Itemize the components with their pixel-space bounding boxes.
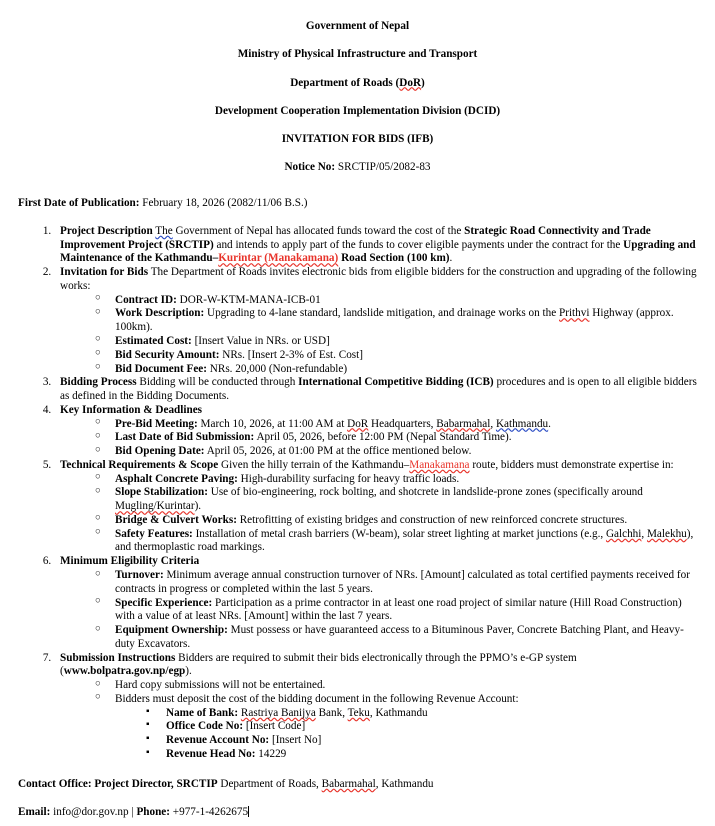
estimated-cost-label: Estimated Cost:: [115, 334, 192, 347]
malekhu-misspelling: Malekhu: [646, 527, 687, 540]
equipment-value: Must possess or have guaranteed access to a Bituminous Paver, Concrete Batching Plant, and Heavy-duty Excavators.: [115, 624, 684, 650]
item2-sublist: [60, 294, 697, 377]
asphalt-label: Asphalt Concrete Paving:: [115, 472, 238, 485]
asphalt-value: High-durability surfacing for heavy traffic loads.: [240, 472, 460, 485]
bid-opening-label: Bid Opening Date:: [115, 445, 205, 458]
sub-item-bridge-culvert: [95, 514, 697, 528]
specific-experience-label: Specific Experience:: [115, 596, 213, 609]
list-item-invitation-for-bids: [54, 266, 697, 376]
dept-prefix: Department of Roads (: [290, 76, 400, 89]
heading-government: Government of Nepal: [305, 20, 410, 32]
bank-name-label: Name of Bank:: [166, 706, 239, 719]
babarmahal-misspelling: Babarmahal: [436, 417, 491, 430]
publication-value: February 18, 2026 (2082/11/06 B.S.): [142, 197, 308, 210]
list-item-bidding-process: [54, 376, 697, 404]
bank-name-mid: Bank,: [318, 706, 346, 719]
mugling-kurintar-misspelling: Mugling/Kurintar: [115, 500, 195, 513]
contact-email-phone-line: [18, 806, 697, 820]
heading-division: Development Cooperation Implementation Division (DCID): [214, 104, 501, 117]
footer-separator: |: [131, 806, 134, 819]
work-description-label: Work Description:: [115, 307, 205, 320]
kurintar-manakamana-flag: Kurintar (Manakamana): [218, 252, 339, 265]
contract-id-value: DOR-W-KTM-MANA-ICB-01: [179, 293, 321, 306]
bridge-label: Bridge & Culvert Works:: [115, 513, 237, 526]
contact-office-text-b: , Kathmandu: [375, 777, 434, 790]
sub-item-bid-document-fee: [95, 363, 697, 377]
bid-document-fee-label: Bid Document Fee:: [115, 362, 207, 375]
bridge-value: Retrofitting of existing bridges and construction of new reinforced concrete structures.: [239, 513, 628, 526]
dor-misspelling: DoR: [399, 76, 422, 89]
kathmandu-grammar-flag: Kathmandu: [495, 417, 549, 430]
work-description-value-b: Highway (approx. 100km).: [115, 307, 674, 334]
notice-label: Notice No:: [284, 161, 336, 174]
sub-item-turnover: [95, 569, 697, 597]
list-item-submission-instructions: [54, 652, 697, 762]
sub-item-last-date-submission: [95, 431, 697, 445]
notice-line: [18, 161, 697, 175]
pre-bid-value-a: March 10, 2026, at 11:00 AM at: [200, 417, 345, 430]
list-item-key-information: [54, 404, 697, 459]
item1-bold-project: Strategic Road Connectivity and Trade Improvement Project (SRCTIP): [60, 224, 651, 251]
sub-item-contract-id: [95, 294, 697, 308]
revenue-head-value: 14229: [258, 747, 287, 760]
revenue-head-row: [146, 748, 697, 762]
sub-item-pre-bid-meeting: [95, 418, 697, 432]
safety-value-a: Installation of metal crash barriers (W-beam), solar street lighting at market junctions (e.g.,: [195, 527, 604, 540]
office-code-row: [146, 720, 697, 734]
slope-label: Slope Stabilization:: [115, 486, 208, 499]
publication-label: First Date of Publication:: [18, 197, 140, 210]
item6-title: Minimum Eligibility Criteria: [60, 555, 200, 568]
bid-document-fee-value: NRs. 20,000 (Non-refundable): [209, 362, 348, 375]
dept-suffix: ): [421, 76, 425, 89]
egp-url: www.bolpatra.gov.np/egp: [63, 665, 186, 678]
work-description-value-a: Upgrading to 4-lane standard, landslide mitigation, and drainage works on the: [206, 307, 557, 320]
sub-item-specific-experience: [95, 597, 697, 625]
item2-title: Invitation for Bids: [60, 266, 149, 279]
sub-item-hard-copy: ○ Hard copy submissions will not be entertained.: [95, 679, 697, 693]
babarmahal-misspelling-2: Babarmahal: [321, 777, 376, 790]
item1-title: Project Description: [60, 224, 153, 237]
bid-opening-value: April 05, 2026, at 01:00 PM at the office mentioned below.: [206, 445, 472, 458]
item3-text-c: procedures and is open to all eligible bidders as defined in the Bidding Documents.: [60, 376, 697, 403]
contract-id-label: Contract ID:: [115, 293, 177, 306]
item2-text: The Department of Roads invites electronic bids from eligible bidders for the construction and upgrading of the following works:: [60, 266, 697, 292]
the-grammar-flag: The: [155, 224, 173, 237]
publication-date-line: [18, 197, 697, 211]
phone-label: Phone:: [136, 806, 170, 819]
item7-text-a: Bidders are required to submit their bids electronically through the PPMO’s e-GP system (: [60, 651, 577, 678]
item4-sublist: [60, 418, 697, 459]
item7-title: Submission Instructions: [60, 651, 176, 664]
text-cursor-caret: [248, 806, 249, 817]
sub-item-bid-security: [95, 349, 697, 363]
revenue-account-label: Revenue Account No:: [166, 734, 270, 747]
item5-title: Technical Requirements & Scope: [60, 458, 219, 471]
item5-sublist: [60, 473, 697, 556]
sub-item-bid-opening-date: [95, 445, 697, 459]
item3-bold-icb: International Competitive Bidding (ICB): [298, 376, 494, 389]
slope-value-b: ).: [194, 500, 202, 513]
slope-value-a: Use of bio-engineering, rock bolting, and shotcrete in landslide-prone zones (specifically around: [210, 486, 643, 499]
revenue-deposit-text: Bidders must deposit the cost of the bidding document in the following Revenue Account:: [115, 692, 519, 705]
bank-details-list: [115, 707, 697, 762]
list-item-technical-requirements: [54, 459, 697, 555]
teku-misspelling: Teku: [347, 706, 370, 719]
email-label: Email:: [18, 806, 51, 819]
contact-office-label: Contact Office: Project Director, SRCTIP: [18, 777, 218, 790]
sub-item-safety-features: [95, 528, 697, 556]
main-numbered-list: [18, 225, 697, 762]
item4-title: Key Information & Deadlines: [60, 403, 203, 416]
notice-value: SRCTIP/05/2082-83: [337, 161, 431, 174]
item6-sublist: [60, 569, 697, 652]
safety-label: Safety Features:: [115, 527, 193, 540]
revenue-account-value: [Insert No]: [271, 734, 322, 747]
item3-text-a: Bidding will be conducted through: [139, 376, 296, 389]
sub-item-revenue-deposit: [95, 693, 697, 762]
estimated-cost-value: [Insert Value in NRs. or USD]: [194, 334, 330, 347]
galchhi-misspelling: Galchhi: [605, 527, 642, 540]
dor-misspelling-2: DoR: [347, 417, 369, 430]
bank-name-tail: , Kathmandu: [369, 706, 428, 719]
bank-name-row: [146, 707, 697, 721]
office-code-label: Office Code No:: [166, 720, 244, 733]
list-item-minimum-eligibility: [54, 555, 697, 651]
heading-ifb: INVITATION FOR BIDS (IFB): [281, 133, 434, 146]
equipment-label: Equipment Ownership:: [115, 624, 228, 637]
contact-office-text-a: Department of Roads,: [220, 777, 319, 790]
list-item-project-description: [54, 225, 697, 266]
email-value: info@dor.gov.np: [53, 806, 129, 819]
item1-text-a: Government of Nepal has allocated funds toward the cost of the: [175, 224, 462, 237]
item7-text-b: ).: [185, 665, 192, 678]
item1-bold-upgrading: Upgrading and Maintenance of the Kathmandu–: [60, 238, 696, 265]
safety-value-b: ), and thermoplastic road markings.: [115, 527, 694, 554]
pre-bid-comma: ,: [490, 417, 494, 430]
office-code-value: [Insert Code]: [245, 720, 306, 733]
item1-bold-road-section: Road Section (100 km): [341, 252, 450, 265]
item7-sublist: [60, 679, 697, 762]
sub-item-slope-stabilization: [95, 486, 697, 514]
item1-text-c: and intends to apply part of the funds to cover eligible payments under the contract for the: [216, 238, 621, 251]
specific-experience-value: Participation as a prime contractor in at least one road project of similar nature (Hill Road Construction) with a value of at least NRs. [Amount] within the last 7 years.: [115, 596, 682, 623]
item1-period: .: [449, 252, 453, 265]
sub-item-estimated-cost: [95, 335, 697, 349]
pre-bid-tail: .: [548, 417, 551, 430]
turnover-value: Minimum average annual construction turnover of NRs. [Amount] calculated as total certified payments received for contracts in progress or completed within the last 5 years.: [115, 569, 690, 595]
revenue-head-label: Revenue Head No:: [166, 747, 256, 760]
last-date-label: Last Date of Bid Submission:: [115, 431, 255, 444]
sub-item-work-description: [95, 307, 697, 335]
turnover-label: Turnover:: [115, 569, 164, 581]
pre-bid-value-b: Headquarters,: [371, 417, 434, 430]
bid-security-value: NRs. [Insert 2-3% of Est. Cost]: [222, 348, 363, 361]
heading-ministry: Ministry of Physical Infrastructure and Transport: [237, 48, 478, 61]
safety-comma: ,: [641, 527, 645, 540]
sub-item-equipment-ownership: [95, 624, 697, 652]
contact-office-line: [18, 778, 697, 792]
item5-text-b: route, bidders must demonstrate expertise in:: [472, 458, 674, 471]
item3-title: Bidding Process: [60, 376, 137, 389]
bid-security-label: Bid Security Amount:: [115, 348, 220, 361]
prithvi-misspelling: Prithvi: [559, 307, 590, 320]
revenue-account-row: [146, 734, 697, 748]
pre-bid-meeting-label: Pre-Bid Meeting:: [115, 417, 198, 430]
manakamana-flag: Manakamana: [409, 458, 470, 471]
heading-department: [18, 77, 697, 91]
phone-value: +977-1-4262675: [172, 806, 249, 819]
last-date-value: April 05, 2026, before 12:00 PM (Nepal Standard Time).: [256, 431, 512, 444]
sub-item-asphalt-paving: [95, 473, 697, 487]
rastriya-banijya-misspelling: Rastriya Banijya: [240, 706, 316, 719]
item5-text-a: Given the hilly terrain of the Kathmandu–: [220, 458, 410, 471]
